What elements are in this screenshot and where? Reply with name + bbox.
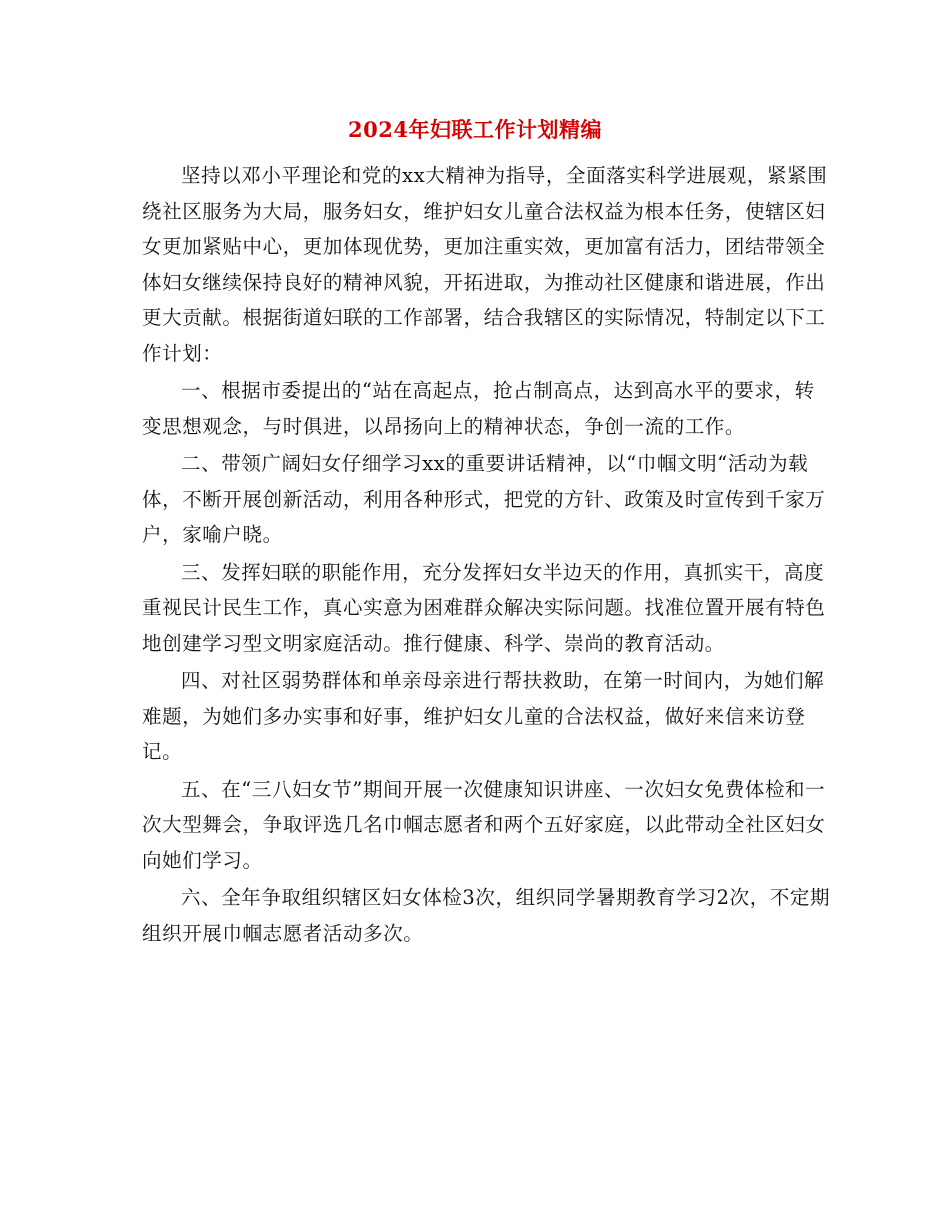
- plan-item-2: 二、带领广阔妇女仔细学习xx的重要讲话精神，以“巾帼文明“活动为载体，不断开展创新活动，利用各种形式，把党的方针、政策及时宣传到千家万户，家喻户晓。: [142, 452, 826, 546]
- plan-item-5: 五、在“三八妇女节”期间开展一次健康知识讲座、一次妇女免费体检和一次大型舞会，争取评选几名巾帼志愿者和两个五好家庭，以此带动全社区妇女向她们学习。: [142, 777, 826, 872]
- intro-paragraph: 坚持以邓小平理论和党的xx大精神为指导，全面落实科学进展观，紧紧围绕社区服务为大局，服务妇女，维护妇女儿童合法权益为根本任务，使辖区妇女更加紧贴中心，更加体现优势，更加注重实效，更加富有活力，团结带领全体妇女继续保持良好的精神风貌，开拓进取，为推动社区健康和谐进展，作出更大贡献。根据街道妇联的工作部署，结合我辖区的实际情况，特制定以下工作计划：: [142, 164, 828, 365]
- document-body: [142, 158, 832, 951]
- document-title: 2024年妇联工作计划精编: [348, 117, 602, 142]
- plan-item-4: 四、对社区弱势群体和单亲母亲进行帮扶救助，在第一时间内，为她们解难题，为她们多办实事和好事，维护妇女儿童的合法权益，做好来信来访登记。: [142, 669, 825, 763]
- plan-item-1: 一、根据市委提出的“站在高起点，抢占制高点，达到高水平的要求，转变思想观念，与时俱进，以昂扬向上的精神状态，争创一流的工作。: [142, 379, 815, 438]
- plan-item-3: 三、发挥妇联的职能作用，充分发挥妇女半边天的作用，真抓实干，高度重视民计民生工作，真心实意为困难群众解决实际问题。找准位置开展有特色地创建学习型文明家庭活动。推行健康、科学、崇尚的教育活动。: [142, 560, 826, 655]
- plan-item-6: 六、全年争取组织辖区妇女体检3次，组织同学暑期教育学习2次，不定期组织开展巾帼志愿者活动多次。: [142, 886, 831, 945]
